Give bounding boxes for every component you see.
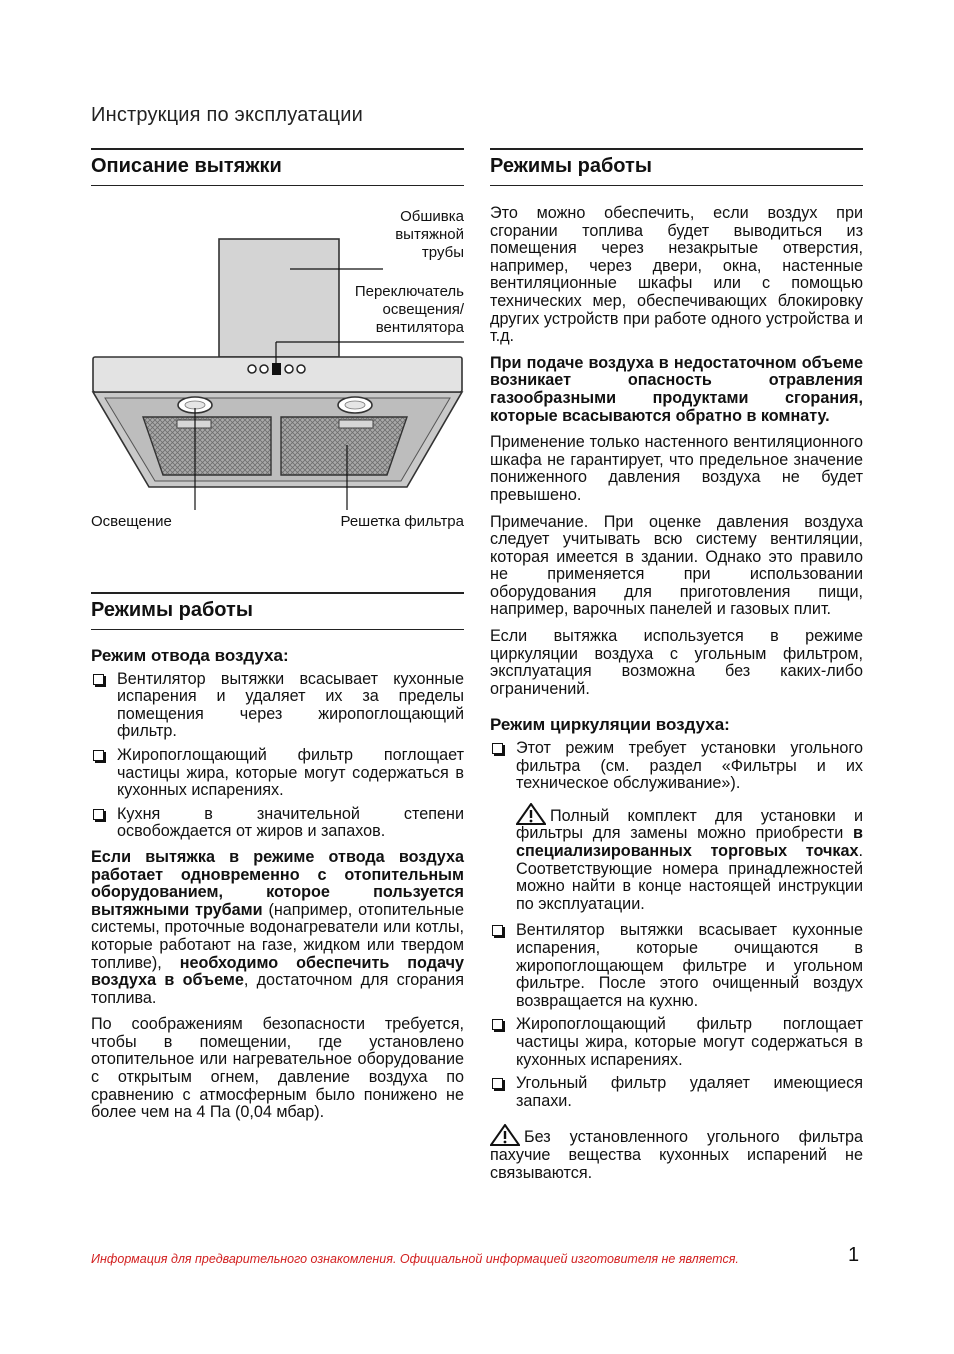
label-filter: Решетка фильтра [340, 513, 464, 530]
document-title: Инструкция по эксплуатации [91, 104, 363, 126]
list-item: Кухня в значительной степени освобождается от жиров и запахов. [91, 806, 464, 841]
footer-disclaimer: Информация для предварительного ознакомления. Официальной информацией изготовителя не является. [91, 1252, 739, 1266]
paragraph-carbon-filter: Если вытяжка используется в режиме циркуляции воздуха с угольным фильтром, эксплуатация возможна без каких-либо ограничений. [490, 627, 863, 698]
label-light: Освещение [91, 513, 172, 530]
page-number: 1 [848, 1244, 860, 1266]
exhaust-mode-list [91, 671, 464, 841]
checkbox-bullet-icon [492, 743, 503, 754]
right-column-text [490, 205, 863, 1191]
checkbox-bullet-icon [93, 750, 104, 761]
control-button [285, 365, 293, 373]
paragraph-air-supply: Это можно обеспечить, если воздух при сгорании топлива будет выводиться из помещения через незакрытые отверстия, например, через двери, окна, настенные вентиляционные шкафы или с помощью технических мер, обеспечивающих блокировку других устройств при работе одного устройства и т.д. [490, 204, 863, 346]
list-item: Вентилятор вытяжки всасывает кухонные испарения и удаляет их за пределы помещения через жиропоглощающий фильтр. [91, 671, 464, 741]
section-underline [91, 185, 464, 186]
checkbox-bullet-icon [492, 1078, 503, 1089]
section-rule [490, 148, 863, 150]
paragraph-safety: По соображениям безопасности требуется, чтобы в помещении, где установлено отопительное или нагревательное оборудование с открытым огнем, давление воздуха по сравнению с атмосферным было понижено не более чем на 4 Па (0,04 мбар). [91, 1015, 464, 1122]
paragraph-warning-poisoning: При подаче воздуха в недостаточном объеме возникает опасность отравления газообразными продуктами сгорания, которые всасываются обратно в комнату. [490, 353, 863, 425]
warning-triangle-icon [516, 803, 546, 825]
checkbox-bullet-icon [492, 925, 503, 936]
subheading-exhaust-mode: Режим отвода воздуха: [91, 646, 289, 665]
label-switch: Переключатель освещения/ вентилятора [354, 283, 464, 336]
warning-note-kit: Полный комплект для установки и фильтры для замены можно приобрести в специализированных торговых точках. Соответствующие номера принадлежностей можно найти в конце настоящей инструкции по эксплуатации. [490, 803, 863, 914]
control-button [260, 365, 268, 373]
section-rule [91, 592, 464, 594]
list-item: Угольный фильтр удаляет имеющиеся запахи. [490, 1075, 863, 1110]
list-item: Жиропоглощающий фильтр поглощает частицы жира, которые могут содержаться в кухонных испарениях. [91, 747, 464, 800]
section-heading-description: Описание вытяжки [91, 155, 282, 177]
section-underline [91, 629, 464, 630]
checkbox-bullet-icon [93, 809, 104, 820]
control-button [297, 365, 305, 373]
recirculation-list-b [490, 922, 863, 1110]
recirculation-list-a [490, 740, 863, 793]
section-heading-modes: Режимы работы [91, 599, 253, 621]
left-column-text [91, 647, 464, 1131]
warning-triangle-icon [490, 1124, 520, 1146]
subheading-recirculation-mode: Режим циркуляции воздуха: [490, 715, 730, 735]
warning-note-no-filter: Без установленного угольного фильтра пахучие вещества кухонных испарений не связываются. [490, 1124, 863, 1182]
paragraph-heating-equipment: Если вытяжка в режиме отвода воздуха работает одновременно с отопительным оборудованием, которое пользуется вытяжными трубами (например, отопительные системы, проточные водонагреватели или котлы, которые работают на газе, жидком или твердом топливе), необходимо обеспечить подачу воздуха в объеме, достаточном для сгорания топлива. [91, 847, 465, 1007]
paragraph-note: Примечание. При оценке давления воздуха следует учитывать всю систему вентиляции, которая имеется в здании. Однако это правило не применяется при использовании оборудования для приготовления пищи, например, варочных панелей и газовых плит. [490, 512, 863, 619]
list-item: Вентилятор вытяжки всасывает кухонные испарения, которые очищаются в жиропоглощающем фильтре и угольном фильтре. После этого очищенный воздух возвращается на кухню. [490, 922, 863, 1010]
list-item: Этот режим требует установки угольного фильтра (см. раздел «Фильтры и их техническое обслуживание»). [490, 740, 863, 793]
section-rule [91, 148, 464, 150]
list-item: Жиропоглощающий фильтр поглощает частицы жира, которые могут содержаться в кухонных испарениях. [490, 1016, 863, 1069]
checkbox-bullet-icon [93, 674, 104, 685]
label-chimney-cover: Обшивка вытяжной трубы [395, 208, 464, 261]
paragraph-wall-cabinet: Применение только настенного вентиляционного шкафа не гарантирует, что предельное значение пониженного давления воздуха не будет превышено. [490, 433, 863, 504]
control-button [248, 365, 256, 373]
section-heading-modes-right: Режимы работы [490, 155, 652, 177]
checkbox-bullet-icon [492, 1019, 503, 1030]
section-underline [490, 185, 863, 186]
